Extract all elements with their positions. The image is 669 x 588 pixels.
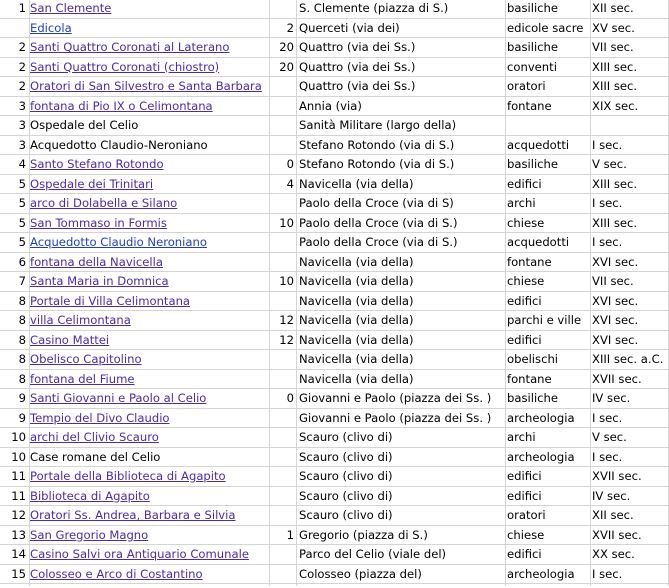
category-cell: fontane	[507, 254, 552, 269]
monument-link-text[interactable]: Santi Giovanni e Paolo al Celio	[30, 391, 207, 405]
row-index-cell: 8	[18, 371, 26, 386]
row-index-cell: 13	[11, 527, 26, 542]
monument-link[interactable]	[29, 272, 269, 292]
category-cell: archeologia	[507, 410, 575, 425]
century-cell: XV sec.	[592, 20, 635, 35]
monument-link-text[interactable]: Oratori di San Silvestro e Santa Barbara	[30, 79, 262, 93]
category-cell: edifici	[507, 469, 542, 483]
street-cell: Scauro (clivo di)	[299, 449, 393, 464]
street-number-cell	[269, 97, 296, 117]
street-cell: Quattro (via dei Ss.)	[299, 59, 416, 74]
table-row	[0, 428, 669, 448]
monument-link-text[interactable]: Santo Stefano Rotondo	[30, 157, 164, 171]
category-cell: edifici	[507, 176, 542, 191]
table-row	[0, 19, 669, 39]
monument-name-cell: Ospedale del Celio	[30, 118, 139, 132]
street-number-cell: 10	[279, 274, 294, 288]
street-number-cell	[269, 194, 296, 214]
table-row	[0, 350, 669, 370]
monument-link[interactable]	[29, 409, 269, 429]
category-cell: oratori	[507, 508, 546, 522]
street-number-cell: 10	[279, 215, 294, 230]
century-cell: XIII sec. a.C.	[592, 352, 664, 366]
row-index-cell: 12	[11, 508, 26, 522]
column-gridline	[505, 0, 506, 586]
category-cell: archeologia	[507, 449, 575, 464]
street-number-cell: 2	[286, 20, 294, 35]
category-cell: fontane	[507, 371, 552, 386]
monument-link-text[interactable]: fontana della Navicella	[30, 254, 163, 269]
category-cell: edifici	[507, 488, 542, 503]
century-cell: XIII sec.	[592, 79, 638, 93]
monument-link[interactable]	[29, 214, 269, 234]
monument-link[interactable]	[29, 311, 269, 331]
category-cell: fontane	[507, 98, 552, 113]
century-cell: IV sec.	[592, 488, 631, 503]
street-number-cell: 12	[279, 313, 294, 327]
monument-link[interactable]	[29, 389, 269, 409]
monument-link-text[interactable]: San Tommaso in Formis	[30, 215, 167, 230]
row-index-cell: 3	[18, 98, 26, 113]
century-cell: XII sec.	[592, 508, 634, 522]
monument-link-text[interactable]: Portale di Villa Celimontana	[30, 293, 191, 308]
row-index-cell: 8	[18, 332, 26, 347]
monument-link-text[interactable]: Tempio del Divo Claudio	[30, 410, 170, 425]
street-number-cell	[269, 409, 296, 429]
row-index-cell: 9	[18, 410, 26, 425]
row-index-cell: 7	[18, 274, 26, 288]
street-cell: Quattro (via dei Ss.)	[299, 40, 416, 54]
table-row	[0, 175, 669, 195]
category-cell: oratori	[507, 79, 546, 93]
century-cell	[590, 116, 669, 136]
street-cell: Giovanni e Paolo (piazza dei Ss. )	[299, 410, 492, 425]
century-cell: XVII sec.	[592, 371, 642, 386]
category-cell: archi	[507, 430, 536, 444]
table-row	[0, 58, 669, 78]
monument-link-text[interactable]: Portale della Biblioteca di Agapito	[30, 469, 226, 483]
street-cell: S. Clemente (piazza di S.)	[299, 1, 449, 15]
street-cell: Parco del Celio (viale del)	[299, 547, 447, 561]
street-cell: Navicella (via della)	[299, 254, 414, 269]
monument-link[interactable]	[29, 526, 269, 546]
monument-link-text[interactable]: San Clemente	[30, 1, 112, 15]
category-cell: edifici	[507, 547, 542, 561]
street-number-cell: 20	[279, 40, 294, 54]
monument-link-text[interactable]: Acquedotto Claudio Neroniano	[30, 235, 207, 249]
monument-link[interactable]	[29, 545, 269, 565]
row-index-cell: 3	[18, 137, 26, 152]
table-row	[0, 116, 669, 136]
century-cell: XVI sec.	[592, 293, 639, 308]
century-cell: XVI sec.	[592, 254, 639, 269]
table-row	[0, 214, 669, 234]
street-number-cell: 1	[286, 527, 294, 542]
monument-link-text[interactable]: fontana di Pio IX o Celimontana	[30, 98, 213, 113]
monument-link-text[interactable]: Oratori Ss. Andrea, Barbara e Silvia	[30, 508, 236, 522]
column-gridline	[29, 0, 30, 586]
century-cell: I sec.	[592, 137, 623, 152]
row-index-cell: 5	[18, 176, 26, 191]
table-row	[0, 370, 669, 390]
monument-link[interactable]	[29, 0, 269, 19]
monument-link[interactable]	[29, 565, 269, 585]
row-index-cell: 2	[18, 79, 26, 93]
category-cell: conventi	[507, 59, 557, 74]
table-row	[0, 448, 669, 468]
row-index-cell: 3	[18, 118, 26, 132]
monument-link-text[interactable]: arco di Dolabella e Silano	[30, 196, 178, 210]
street-cell: Gregorio (piazza di S.)	[299, 527, 428, 542]
table-row	[0, 331, 669, 351]
row-index-cell: 6	[18, 254, 26, 269]
row-index-cell: 5	[18, 196, 26, 210]
street-number-cell	[269, 350, 296, 370]
category-cell: chiese	[507, 527, 545, 542]
street-cell: Navicella (via della)	[299, 293, 414, 308]
monument-link-text[interactable]: Obelisco Capitolino	[30, 352, 142, 366]
row-index-cell: 2	[18, 59, 26, 74]
column-gridline	[269, 0, 270, 586]
row-index-cell: 15	[11, 566, 26, 581]
century-cell: XIII sec.	[592, 215, 638, 230]
monument-link-text[interactable]: archi del Clivio Scauro	[30, 430, 159, 444]
monument-link[interactable]	[29, 370, 269, 390]
monument-link[interactable]	[29, 19, 269, 39]
monument-link-text[interactable]: San Gregorio Magno	[30, 527, 149, 542]
century-cell: XII sec.	[592, 1, 634, 15]
category-cell: basiliche	[507, 1, 559, 15]
street-cell: Scauro (clivo di)	[299, 430, 393, 444]
table-row	[0, 155, 669, 175]
row-index-cell: 10	[11, 430, 26, 444]
table-row	[0, 311, 669, 331]
category-cell	[505, 116, 590, 136]
street-cell: Paolo della Croce (via di S.)	[299, 235, 458, 249]
monument-link[interactable]	[29, 194, 269, 214]
monument-link[interactable]	[29, 155, 269, 175]
street-number-cell	[269, 448, 296, 468]
monument-link[interactable]	[29, 292, 269, 312]
century-cell: XIX sec.	[592, 98, 639, 113]
monument-link[interactable]	[29, 233, 269, 253]
street-cell: Paolo della Croce (via di S.)	[299, 215, 458, 230]
century-cell: I sec.	[592, 196, 623, 210]
category-cell: obelischi	[507, 352, 559, 366]
table-row	[0, 194, 669, 214]
row-index-cell: 9	[18, 391, 26, 405]
table-row	[0, 136, 669, 156]
street-number-cell	[269, 467, 296, 487]
street-cell: Scauro (clivo di)	[299, 469, 393, 483]
table-row	[0, 487, 669, 507]
table-row	[0, 97, 669, 117]
monument-link[interactable]	[29, 175, 269, 195]
street-number-cell	[269, 136, 296, 156]
century-cell: I sec.	[592, 410, 623, 425]
monument-link-text[interactable]: villa Celimontana	[30, 313, 131, 327]
category-cell: basiliche	[507, 391, 559, 405]
column-gridline	[590, 0, 591, 586]
century-cell: XVI sec.	[592, 332, 639, 347]
street-cell: Navicella (via della)	[299, 352, 414, 366]
table-row	[0, 38, 669, 58]
table-row	[0, 409, 669, 429]
street-cell: Scauro (clivo di)	[299, 508, 393, 522]
century-cell: I sec.	[592, 235, 623, 249]
century-cell: V sec.	[592, 430, 627, 444]
table-row	[0, 77, 669, 97]
table-row	[0, 0, 669, 19]
street-cell: Sanità Militare (largo della)	[299, 118, 457, 132]
street-cell: Stefano Rotondo (via di S.)	[299, 157, 455, 171]
street-cell: Paolo della Croce (via di S)	[299, 196, 454, 210]
century-cell: XIII sec.	[592, 176, 638, 191]
street-number-cell	[269, 116, 296, 136]
street-number-cell: 0	[286, 391, 294, 405]
monument-link-text[interactable]: fontana del Fiume	[30, 371, 135, 386]
street-number-cell	[269, 77, 296, 97]
street-cell: Querceti (via dei)	[299, 20, 400, 35]
street-cell: Colosseo (piazza del)	[299, 566, 422, 581]
century-cell: V sec.	[592, 157, 627, 171]
monument-link-text[interactable]: Casino Mattei	[30, 332, 110, 347]
street-cell: Scauro (clivo di)	[299, 488, 393, 503]
row-index-cell: 5	[18, 215, 26, 230]
street-number-cell	[269, 545, 296, 565]
monument-link-text[interactable]: Santa Maria in Domnica	[30, 274, 169, 288]
category-cell: edifici	[507, 293, 542, 308]
monument-link[interactable]	[29, 350, 269, 370]
category-cell: edifici	[507, 332, 542, 347]
century-cell: IV sec.	[592, 391, 631, 405]
century-cell: XVII sec.	[592, 527, 642, 542]
monument-link[interactable]	[29, 487, 269, 507]
category-cell: archeologia	[507, 566, 575, 581]
century-cell: XIII sec.	[592, 59, 638, 74]
street-cell: Navicella (via della)	[299, 332, 414, 347]
monument-link[interactable]	[29, 38, 269, 58]
table-row	[0, 565, 669, 585]
category-cell: edicole sacre	[507, 20, 584, 35]
monument-link[interactable]	[29, 467, 269, 487]
category-cell: acquedotti	[507, 137, 570, 152]
street-cell: Navicella (via della)	[299, 176, 414, 191]
table-row	[0, 292, 669, 312]
street-number-cell: 4	[286, 176, 294, 191]
street-number-cell	[269, 233, 296, 253]
table-row	[0, 545, 669, 565]
category-cell: parchi e ville	[507, 313, 582, 327]
street-number-cell	[269, 0, 296, 19]
monument-link-text[interactable]: Casino Salvi ora Antiquario Comunale	[30, 547, 249, 561]
century-cell: XVII sec.	[592, 469, 642, 483]
column-gridline	[296, 0, 297, 586]
monument-link[interactable]	[29, 331, 269, 351]
monument-name-cell: Case romane del Celio	[30, 449, 161, 464]
row-index-cell: 8	[18, 293, 26, 308]
table-row	[0, 233, 669, 253]
street-number-cell	[269, 506, 296, 526]
category-cell: chiese	[507, 215, 545, 230]
street-cell: Navicella (via della)	[299, 371, 414, 386]
street-number-cell: 0	[286, 157, 294, 171]
monument-link-text[interactable]: Biblioteca di Agapito	[30, 488, 150, 503]
street-number-cell	[269, 487, 296, 507]
street-number-cell: 20	[279, 59, 294, 74]
table-row	[0, 389, 669, 409]
monument-link-text[interactable]: Colosseo e Arco di Costantino	[30, 566, 203, 581]
row-index-cell: 5	[18, 235, 26, 249]
table-row	[0, 526, 669, 546]
row-index-cell: 11	[11, 488, 26, 503]
monument-link-text[interactable]: Santi Quattro Coronati al Laterano	[30, 40, 230, 54]
street-cell: Annia (via)	[299, 98, 362, 113]
street-cell: Giovanni e Paolo (piazza dei Ss. )	[299, 391, 492, 405]
table-row	[0, 467, 669, 487]
street-cell: Navicella (via della)	[299, 274, 414, 288]
table-row	[0, 506, 669, 526]
street-number-cell	[269, 370, 296, 390]
street-number-cell	[269, 428, 296, 448]
century-cell: XX sec.	[592, 547, 635, 561]
row-index-cell: 14	[11, 547, 26, 561]
row-index-cell: 10	[11, 449, 26, 464]
monument-link[interactable]	[29, 253, 269, 273]
street-cell: Navicella (via della)	[299, 313, 414, 327]
century-cell: I sec.	[592, 566, 623, 581]
monument-link[interactable]	[29, 58, 269, 78]
category-cell: chiese	[507, 274, 545, 288]
century-cell: VII sec.	[592, 40, 634, 54]
century-cell: VII sec.	[592, 274, 634, 288]
row-index-cell	[0, 19, 29, 39]
row-index-cell: 11	[11, 469, 26, 483]
row-index-cell: 8	[18, 313, 26, 327]
category-cell: archi	[507, 196, 536, 210]
category-cell: basiliche	[507, 40, 559, 54]
monument-link-text[interactable]: Ospedale dei Trinitari	[30, 176, 154, 191]
street-cell: Quattro (via dei Ss.)	[299, 79, 416, 93]
monument-link-text[interactable]: Santi Quattro Coronati (chiostro)	[30, 59, 220, 74]
century-cell: I sec.	[592, 449, 623, 464]
monument-link-text[interactable]: Edicola	[30, 20, 72, 35]
street-number-cell	[269, 292, 296, 312]
century-cell: XVI sec.	[592, 313, 639, 327]
street-number-cell	[269, 565, 296, 585]
row-index-cell: 4	[18, 157, 26, 171]
category-cell: basiliche	[507, 157, 559, 171]
row-index-cell: 1	[18, 1, 26, 15]
street-number-cell: 12	[279, 332, 294, 347]
monument-link[interactable]	[29, 428, 269, 448]
monument-link[interactable]	[29, 77, 269, 97]
row-index-cell: 2	[18, 40, 26, 54]
monument-link[interactable]	[29, 97, 269, 117]
row-index-cell: 8	[18, 352, 26, 366]
monument-name-cell: Acquedotto Claudio-Neroniano	[30, 137, 208, 152]
street-cell: Stefano Rotondo (via di S.)	[299, 137, 455, 152]
monument-link[interactable]	[29, 506, 269, 526]
table-row	[0, 253, 669, 273]
category-cell: acquedotti	[507, 235, 570, 249]
street-number-cell	[269, 253, 296, 273]
table-row	[0, 272, 669, 292]
